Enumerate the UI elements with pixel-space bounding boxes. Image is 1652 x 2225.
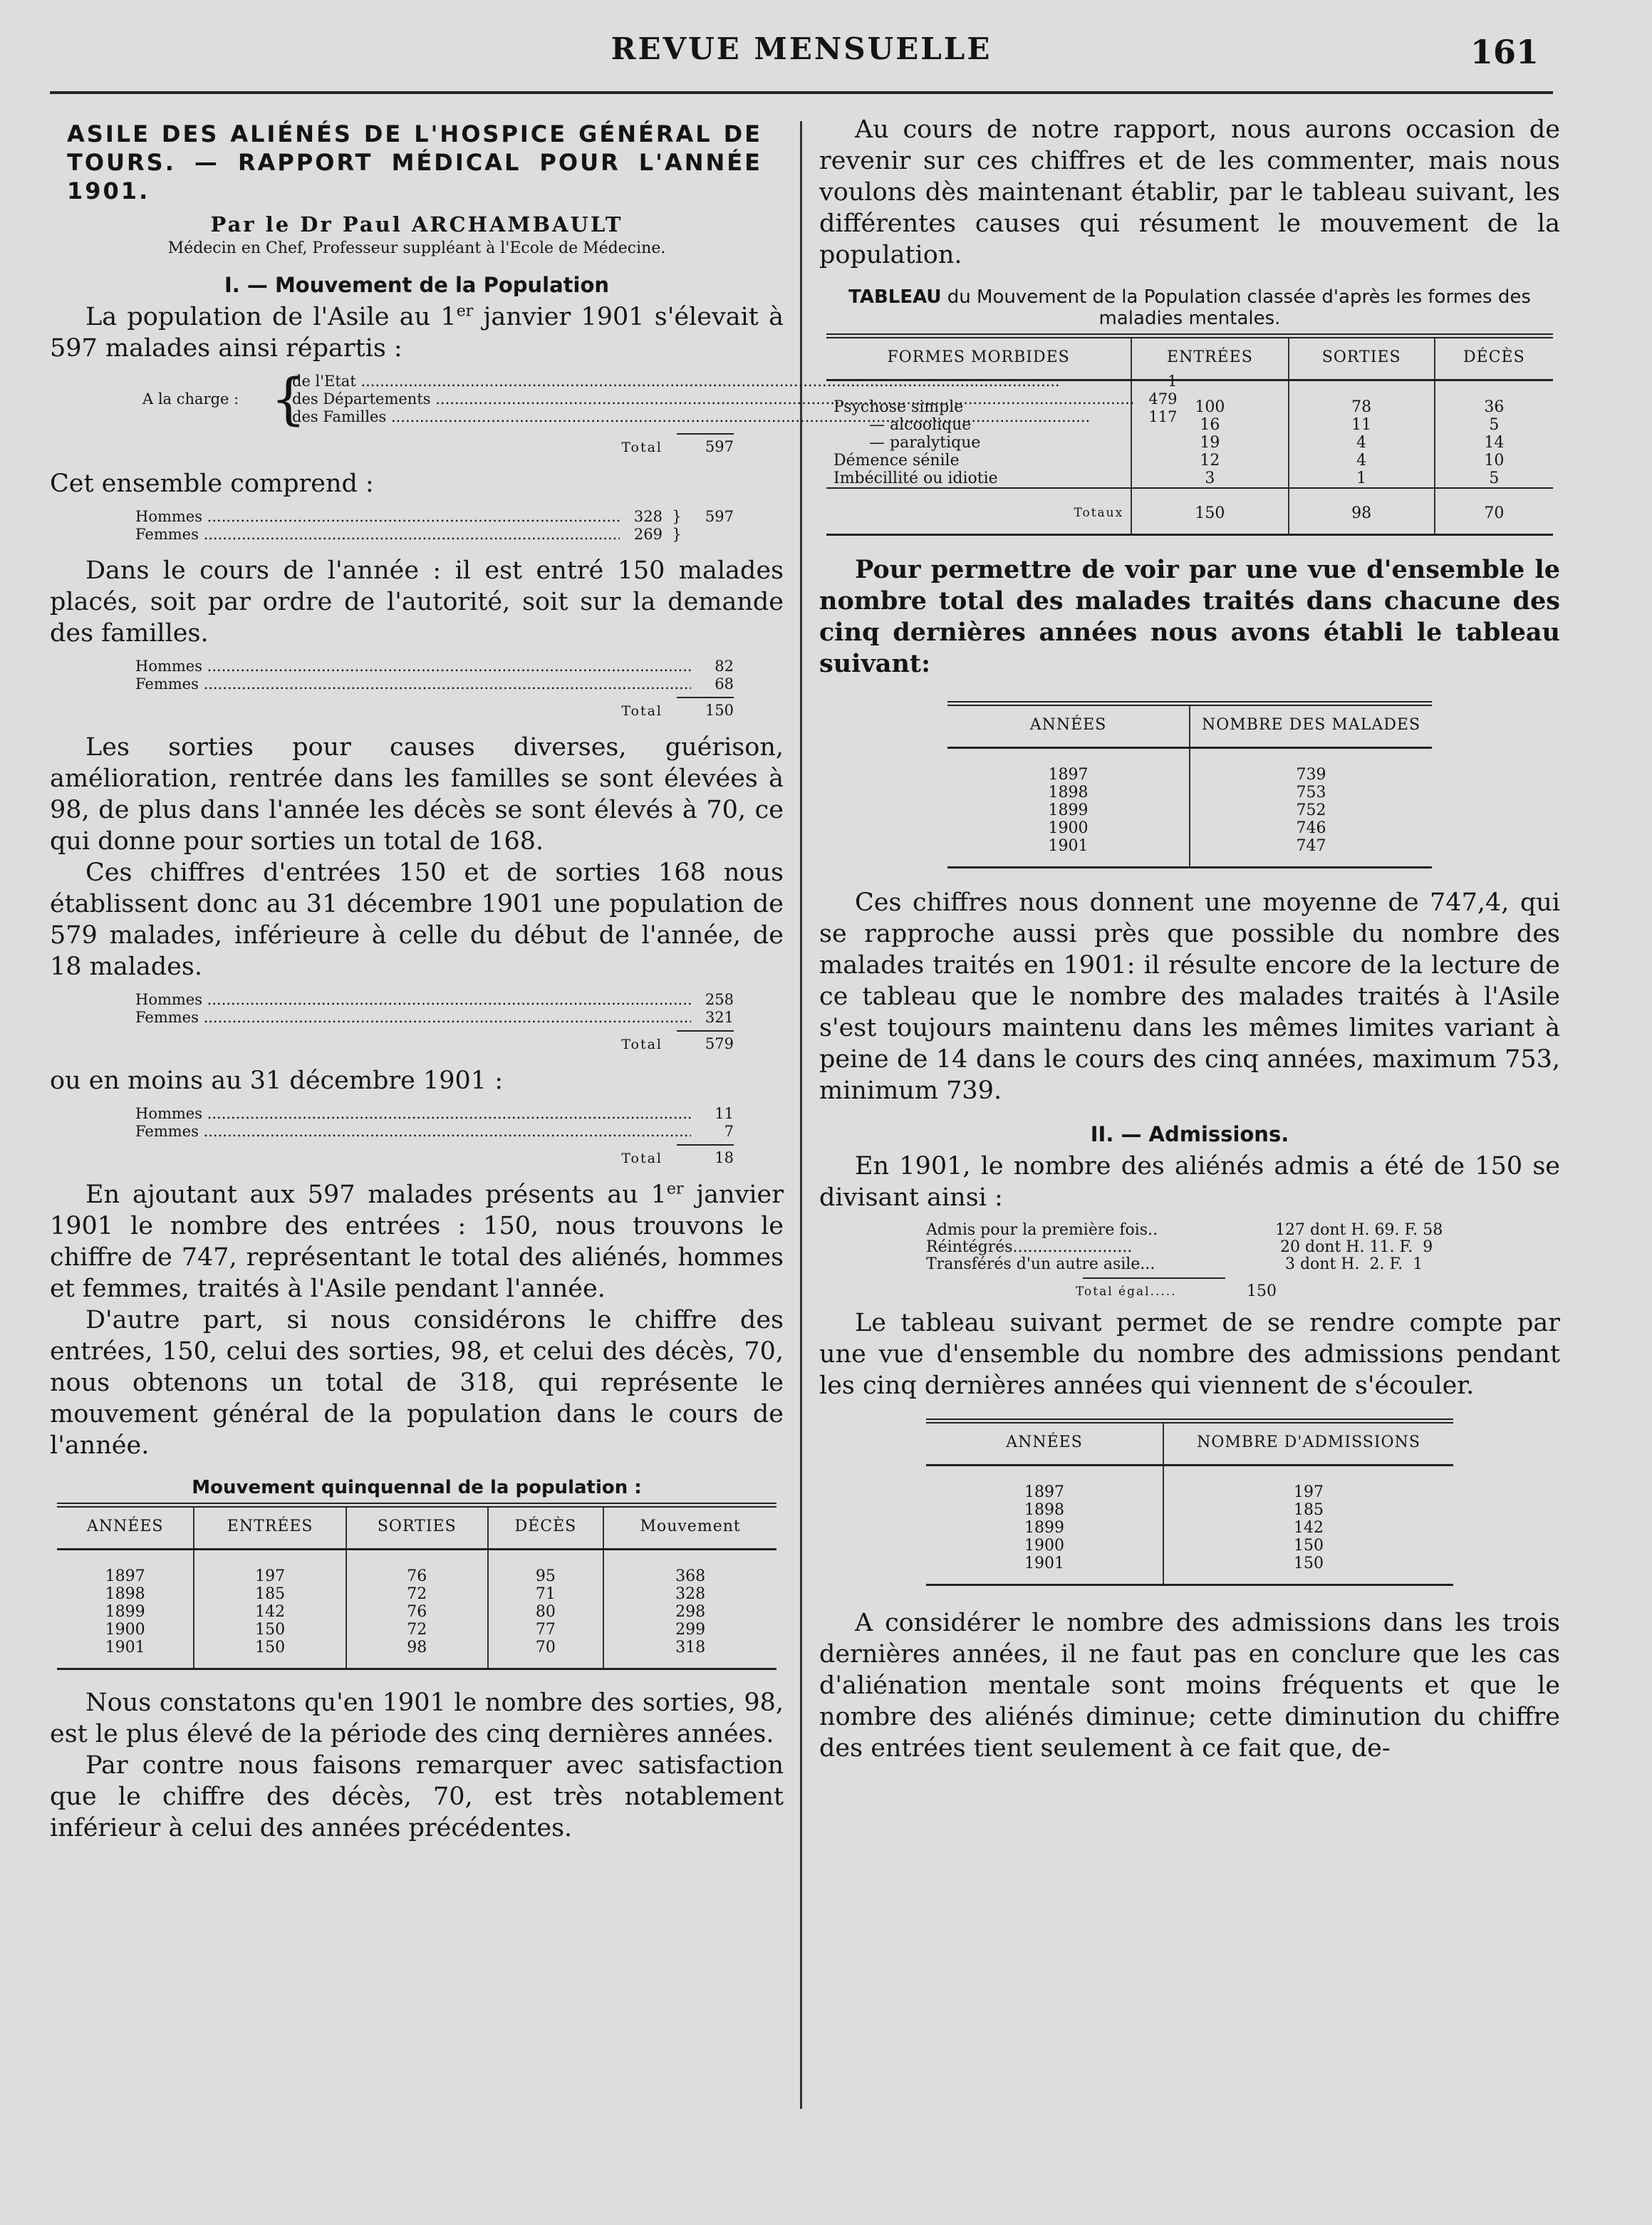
- column-header: ANNÉES: [57, 1505, 194, 1550]
- ledger-row: [135, 508, 734, 526]
- total-rule: [677, 697, 734, 698]
- ledger-total: [135, 1149, 734, 1168]
- total-label: Total: [621, 703, 663, 719]
- column-header: DÉCÈS: [1435, 336, 1553, 380]
- total-label: Total: [621, 1037, 663, 1052]
- cell: 368: [603, 1550, 776, 1586]
- column-header: Mouvement: [603, 1505, 776, 1550]
- cell: 16: [1131, 416, 1288, 434]
- ledger-label: Hommes .....: [135, 1105, 691, 1123]
- cell: 12: [1131, 452, 1288, 470]
- ledger-sum: 597: [705, 508, 734, 525]
- column-header: FORMES MORBIDES: [826, 336, 1131, 380]
- cell: 185: [1163, 1501, 1453, 1519]
- en-moins-ledger: [135, 1105, 734, 1168]
- caption-lead: TABLEAU: [848, 286, 942, 308]
- table-row: [926, 1519, 1453, 1537]
- column-header: ENTRÉES: [194, 1505, 346, 1550]
- table-row: [826, 452, 1553, 470]
- totals-row: [826, 488, 1553, 535]
- total-rule: [677, 1144, 734, 1146]
- ledger-row: [135, 1123, 734, 1141]
- cell: 142: [194, 1603, 346, 1621]
- column-header: NOMBRE D'ADMISSIONS: [1163, 1421, 1453, 1466]
- cell: 98: [1289, 488, 1435, 535]
- cell: 197: [194, 1550, 346, 1586]
- ledger-label: Hommes .....: [135, 658, 691, 675]
- admission-row: [926, 1256, 1546, 1273]
- affiliation: Médecin en Chef, Professeur suppléant à l'Ecole de Médecine.: [167, 239, 666, 257]
- cell: 1899: [1048, 802, 1089, 819]
- paragraph: En 1901, le nombre des aliénés admis a été de 150 se divisant ainsi :: [819, 1152, 1560, 1212]
- cell: 80: [488, 1603, 604, 1621]
- table-row: [926, 1501, 1453, 1519]
- table-row: [826, 380, 1553, 417]
- superscript: er: [666, 1180, 684, 1198]
- cell: 1897: [105, 1567, 145, 1585]
- cell: 1901: [1048, 837, 1089, 855]
- ensemble-ledger: [135, 508, 734, 544]
- table-row: [947, 837, 1432, 868]
- ledger-value: 479: [1148, 390, 1178, 408]
- paragraph: Pour permettre de voir par une vue d'ensemble le nombre total des malades traités dans chacune des cinq dernières années nous avons établi le tableau suivant:: [819, 555, 1560, 678]
- total-rule: [677, 433, 734, 435]
- paragraph: Dans le cours de l'année : il est entré 150 malades placés, soit par ordre de l'autorité, soit sur la demande des familles.: [50, 556, 784, 648]
- admission-label: Transférés d'un autre asile...: [926, 1255, 1155, 1273]
- forms-table: [826, 333, 1553, 536]
- cell: 5: [1435, 416, 1553, 434]
- table-row: [947, 819, 1432, 837]
- ledger-value: 321: [705, 1009, 734, 1026]
- cell: 14: [1435, 434, 1553, 452]
- cell: 4: [1289, 434, 1435, 452]
- ledger-label: Hommes .....: [135, 991, 691, 1009]
- cell: 10: [1435, 452, 1553, 470]
- ledger-value: 1: [1168, 373, 1178, 390]
- cell: 150: [194, 1621, 346, 1639]
- total-label: Total: [621, 1151, 663, 1166]
- ledger-label: de l'Etat .....: [292, 373, 1135, 390]
- cell: 19: [1131, 434, 1288, 452]
- cell: 739: [1190, 748, 1432, 784]
- paragraph: [50, 1179, 784, 1305]
- ledger-label: Femmes .....: [135, 675, 691, 693]
- quinquennial-table: [57, 1503, 776, 1670]
- table-row: [926, 1537, 1453, 1555]
- admission-total: [926, 1283, 1546, 1300]
- ledger-row: [135, 658, 734, 675]
- table-row: [57, 1621, 776, 1639]
- ledger-row: [135, 1009, 734, 1027]
- cell: 76: [346, 1603, 488, 1621]
- cell: 142: [1163, 1519, 1453, 1537]
- cell: 185: [194, 1585, 346, 1603]
- brace: }: [672, 526, 682, 543]
- superscript: er: [456, 302, 474, 321]
- table-row: [947, 784, 1432, 802]
- total-value: 597: [705, 438, 734, 455]
- ledger-label: Femmes .....: [135, 526, 620, 544]
- byline: Par le Dr Paul ARCHAMBAULT: [210, 212, 623, 237]
- admissions-table: [926, 1418, 1453, 1586]
- cell: 1898: [1024, 1501, 1064, 1519]
- cell: 150: [1163, 1555, 1453, 1585]
- cell: 77: [488, 1621, 604, 1639]
- ledger-label: Femmes .....: [135, 1123, 691, 1141]
- text: La population de l'Asile au 1: [85, 303, 457, 331]
- running-title: REVUE MENSUELLE: [611, 31, 992, 66]
- paragraph: Par contre nous faisons remarquer avec satisfaction que le chiffre des décès, 70, est très notablement inférieur à celui des années précédentes.: [50, 1751, 784, 1842]
- ledger-total: [135, 1035, 734, 1054]
- cell: 1901: [1024, 1555, 1064, 1572]
- cell: 299: [603, 1621, 776, 1639]
- cell: 298: [603, 1603, 776, 1621]
- ledger-value: 7: [724, 1123, 734, 1140]
- cell: 1900: [105, 1621, 145, 1639]
- table-caption: Mouvement quinquennal de la population :: [192, 1477, 642, 1498]
- ledger-value: 82: [715, 658, 734, 675]
- cell: 1897: [1048, 766, 1089, 784]
- cell: 150: [194, 1639, 346, 1669]
- paragraph: Le tableau suivant permet de se rendre compte par une vue d'ensemble du nombre des admissions pendant les cinq dernières années qui viennent de s'écouler.: [819, 1309, 1560, 1400]
- ledger-label: Femmes .....: [135, 1009, 691, 1027]
- charge-label: A la charge :: [142, 390, 239, 408]
- table-row: [57, 1603, 776, 1621]
- paragraph: Cet ensemble comprend :: [50, 470, 374, 498]
- cell: 72: [346, 1621, 488, 1639]
- cell: 753: [1190, 784, 1432, 802]
- ledger-value: 68: [715, 675, 734, 693]
- cell: 1901: [105, 1639, 145, 1656]
- brace: }: [672, 508, 682, 525]
- cell: 11: [1289, 416, 1435, 434]
- cell: 70: [488, 1639, 604, 1669]
- admission-row: [926, 1239, 1546, 1256]
- cell: 150: [1163, 1537, 1453, 1555]
- cell: 98: [346, 1639, 488, 1669]
- column-header: ENTRÉES: [1131, 336, 1288, 380]
- cell: 1900: [1048, 819, 1089, 837]
- column-header: DÉCÈS: [488, 1505, 604, 1550]
- cell: Démence sénile: [833, 452, 960, 470]
- entrees-ledger: [135, 658, 734, 720]
- paragraph: Ces chiffres nous donnent une moyenne de 747,4, qui se rapproche aussi près que possible du nombre des malades traités en 1901: il résulte encore de la lecture de ce tableau que le nombre des malades traités à l'Asile s'est toujours maintenu dans les mêmes limites variant à peine de 14 dans le cours des cinq années, maximum 753, minimum 739.: [819, 888, 1560, 1105]
- cell: 1: [1289, 470, 1435, 488]
- cell: 70: [1435, 488, 1553, 535]
- cell: 328: [603, 1585, 776, 1603]
- paragraph: Au cours de notre rapport, nous aurons occasion de revenir sur ces chiffres et de les commenter, mais nous voulons dès maintenant établir, par le tableau suivant, les différentes causes qui résument le mouvement de la population.: [819, 115, 1560, 269]
- right-column: [819, 114, 1560, 1764]
- paragraph: D'autre part, si nous considérons le chiffre des entrées, 150, celui des sorties, 98, et celui des décès, 70, nous obtenons un total de 318, qui représente le mouvement général de la population dans le cours de l'année.: [50, 1306, 784, 1460]
- paragraph: Les sorties pour causes diverses, guérison, amélioration, rentrée dans les familles se sont élevées à 98, de plus dans l'année les décès se sont élevés à 70, ce qui donne pour sorties un total de 168.: [50, 733, 784, 856]
- column-header: ANNÉES: [947, 704, 1190, 748]
- page-number: 161: [1470, 33, 1539, 71]
- cell: 1898: [1048, 784, 1089, 802]
- header-rule: [50, 91, 1553, 94]
- cell: 1897: [1024, 1483, 1064, 1501]
- text: janvier 1901 le nombre des entrées : 150, nous trouvons le chiffre de 747, représentant le total des aliénés, hommes et femmes, traités à l'Asile pendant l'année.: [50, 1181, 784, 1303]
- ledger-label: Hommes .....: [135, 508, 620, 526]
- ledger-value: 11: [715, 1105, 734, 1122]
- brace: {: [271, 367, 306, 432]
- admission-value: 127 dont H. 69. F. 58: [1275, 1221, 1443, 1239]
- total-value: 18: [715, 1149, 734, 1166]
- text: janvier 1901 s'élevait à 597 malades ainsi répartis :: [50, 303, 784, 363]
- ledger-row: [135, 526, 734, 544]
- ledger-label: des Familles .....: [292, 408, 1135, 426]
- cell: 746: [1190, 819, 1432, 837]
- text: En ajoutant aux 597 malades présents au 1: [85, 1181, 667, 1209]
- admission-row: [926, 1222, 1546, 1239]
- table-row: [57, 1639, 776, 1669]
- ledger-total: [135, 438, 734, 457]
- ledger-value: 258: [705, 991, 734, 1008]
- paragraph: [50, 301, 784, 364]
- ledger-row: [135, 1105, 734, 1123]
- cell: 197: [1163, 1466, 1453, 1502]
- table-row: [826, 416, 1553, 434]
- cell: 747: [1190, 837, 1432, 868]
- column-header: NOMBRE DES MALADES: [1190, 704, 1432, 748]
- cell: 4: [1289, 452, 1435, 470]
- cell: — paralytique: [869, 434, 981, 452]
- section-heading: I. — Mouvement de la Population: [224, 273, 610, 297]
- total-rule: [1083, 1277, 1225, 1279]
- column-header: ANNÉES: [926, 1421, 1163, 1466]
- ledger-total: [135, 702, 734, 720]
- charge-total: [135, 433, 734, 457]
- admission-value: 20 dont H. 11. F. 9: [1275, 1238, 1433, 1256]
- table-row: [826, 434, 1553, 452]
- article-title: ASILE DES ALIÉNÉS DE L'HOSPICE GÉNÉRAL DE TOURS. — RAPPORT MÉDICAL POUR L'ANNÉE 1901.: [67, 120, 762, 204]
- ledger-value: 117: [1148, 408, 1178, 425]
- admission-label: Réintégrés........................: [926, 1238, 1133, 1256]
- admission-value: 3 dont H. 2. F. 1: [1275, 1255, 1423, 1273]
- ledger-row: [135, 991, 734, 1009]
- cell: Imbécillité ou idiotie: [833, 470, 998, 487]
- table-row: [926, 1466, 1453, 1502]
- cell: 72: [346, 1585, 488, 1603]
- cell: 100: [1131, 380, 1288, 417]
- ledger-label: des Départements .....: [292, 390, 1135, 408]
- paragraph: A considérer le nombre des admissions dans les trois dernières années, il ne faut pas en conclure que les cas d'aliénation mentale sont moins fréquents et que le nombre des aliénés diminue; cette diminution du chiffre des entrées tient seulement à ce fait que, de-: [819, 1609, 1560, 1763]
- cell: Totaux: [826, 488, 1131, 535]
- cell: 5: [1435, 470, 1553, 488]
- cell: Psychose simple: [833, 398, 964, 416]
- paragraph: Ces chiffres d'entrées 150 et de sorties 168 nous établissent donc au 31 décembre 1901 une population de 579 malades, inférieure à celle du début de l'année, de 18 malades.: [50, 859, 784, 981]
- paragraph: Nous constatons qu'en 1901 le nombre des sorties, 98, est le plus élevé de la période des cinq dernières années.: [50, 1689, 784, 1748]
- cell: — alcoolique: [869, 416, 972, 434]
- table-row: [926, 1555, 1453, 1585]
- table-row: [826, 470, 1553, 488]
- cell: 1900: [1024, 1537, 1064, 1555]
- total-rule: [677, 1030, 734, 1032]
- column-header: SORTIES: [1289, 336, 1435, 380]
- table-row: [947, 748, 1432, 784]
- cell: 3: [1131, 470, 1288, 488]
- table-row: [57, 1550, 776, 1586]
- ledger-value: 328: [633, 508, 663, 525]
- ledger-value: 269: [633, 526, 663, 543]
- cell: 36: [1435, 380, 1553, 417]
- cell: 76: [346, 1550, 488, 1586]
- total-value: 150: [705, 702, 734, 719]
- admission-label: Admis pour la première fois..: [926, 1221, 1158, 1239]
- cell: 78: [1289, 380, 1435, 417]
- cell: 95: [488, 1550, 604, 1586]
- page-header: [50, 31, 1553, 97]
- cell: 752: [1190, 802, 1432, 819]
- total-value: 579: [705, 1035, 734, 1052]
- paragraph: ou en moins au 31 décembre 1901 :: [50, 1067, 503, 1095]
- malades-table: [947, 701, 1432, 868]
- table-caption: [819, 286, 1560, 329]
- cell: 1899: [1024, 1519, 1064, 1537]
- total-label: Total égal.....: [1076, 1285, 1177, 1299]
- population-end-ledger: [135, 991, 734, 1054]
- total-value: 150: [1247, 1282, 1277, 1300]
- section-heading: II. — Admissions.: [1090, 1122, 1289, 1146]
- cell: 1899: [105, 1603, 145, 1621]
- ledger-row: [135, 675, 734, 693]
- cell: 71: [488, 1585, 604, 1603]
- table-row: [947, 802, 1432, 819]
- table-row: [57, 1585, 776, 1603]
- admissions-breakdown: [926, 1222, 1546, 1300]
- column-header: SORTIES: [346, 1505, 488, 1550]
- cell: 150: [1131, 488, 1288, 535]
- total-label: Total: [621, 440, 663, 455]
- cell: 1898: [105, 1585, 145, 1603]
- caption-text: du Mouvement de la Population classée d'après les formes des maladies mentales.: [941, 286, 1531, 329]
- cell: 318: [603, 1639, 776, 1669]
